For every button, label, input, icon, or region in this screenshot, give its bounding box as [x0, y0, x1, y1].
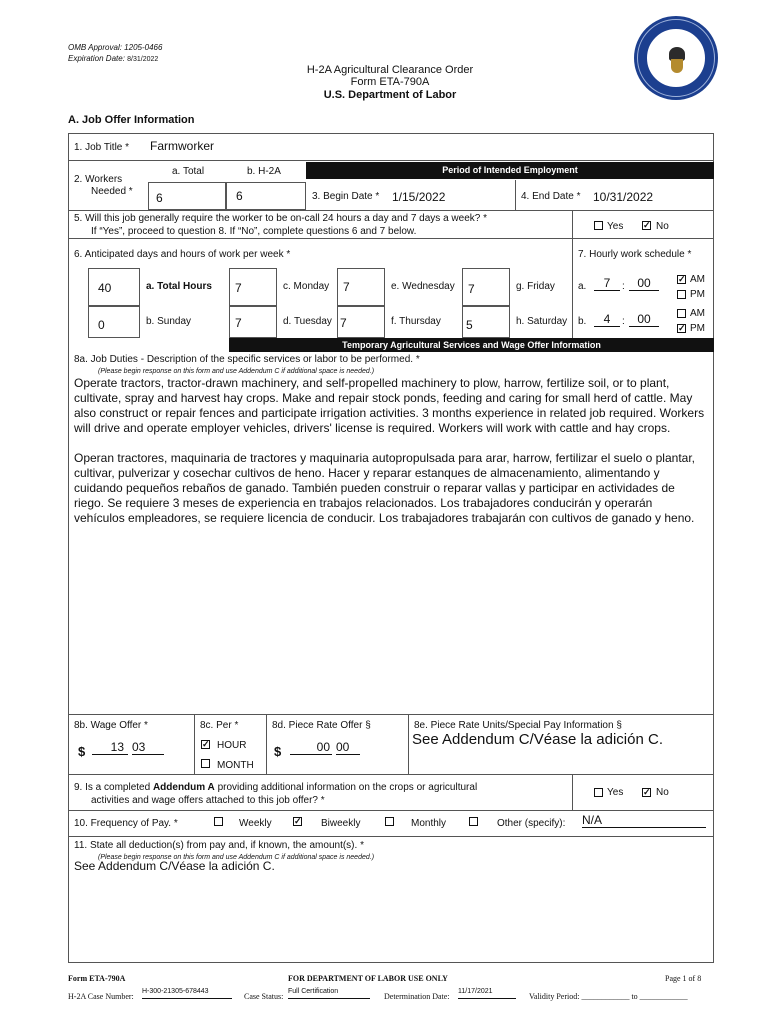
case-number-value: H-300-21305-678443 [142, 986, 232, 999]
q9-post: providing additional information on the crops or agricultural [214, 782, 478, 793]
divider [68, 714, 714, 715]
workers-total-label: a. Total [172, 166, 205, 177]
per-month-checkbox[interactable] [201, 759, 210, 768]
q9-bold: Addendum A [152, 782, 215, 793]
monthly-checkbox[interactable] [385, 817, 394, 826]
other-checkbox[interactable] [469, 817, 478, 826]
schedule-a-label: a. [578, 281, 587, 292]
pay-frequency-label: 10. Frequency of Pay. * [74, 818, 178, 829]
wednesday-label: e. Wednesday [391, 281, 455, 292]
oncall-no-checkbox[interactable]: ✓ [643, 220, 651, 230]
divider [194, 714, 195, 774]
wage-cents[interactable]: 03 [132, 740, 164, 755]
per-label: 8c. Per * [200, 720, 239, 731]
end-date-label: 4. End Date * [521, 191, 581, 202]
piece-cents[interactable]: 00 [336, 740, 360, 755]
expiration-line [68, 53, 162, 65]
omb-block [68, 42, 162, 65]
deductions-value[interactable]: See Addendum C/Véase la adición C. [74, 859, 275, 873]
biweekly-label: Biweekly [321, 818, 361, 829]
divider [68, 810, 714, 811]
spacer [74, 436, 706, 451]
footer-page: Page 1 of 8 [665, 974, 702, 983]
weekly-label: Weekly [239, 818, 272, 829]
b-value-top: 7 [235, 281, 242, 295]
case-status-value: Full Certification [288, 986, 370, 999]
divider [572, 210, 573, 238]
oncall-no-label: No [656, 221, 669, 232]
workers-h2a-label: b. H-2A [247, 166, 281, 177]
sunday-value: 0 [98, 318, 105, 332]
addendum-no-checkbox[interactable]: ✓ [643, 787, 651, 797]
begin-date-value[interactable]: 1/15/2022 [392, 190, 446, 204]
total-hours-value: 40 [98, 281, 112, 295]
per-hour-label: HOUR [217, 740, 247, 751]
other-label: Other (specify): [497, 818, 566, 829]
workers-label-1: 2. Workers [74, 174, 123, 185]
wage-dollars[interactable]: 13 [92, 740, 128, 755]
case-status-label: Case Status: [244, 992, 284, 1001]
oncall-instruction: If “Yes”, proceed to question 8. If “No”, complete questions 6 and 7 below. [91, 226, 417, 237]
divider [515, 180, 516, 210]
job-duties-text[interactable] [74, 376, 706, 526]
wage-dollar-sign: $ [78, 744, 86, 759]
job-title-label: 1. Job Title * [74, 142, 130, 153]
case-number-label: H-2A Case Number: [68, 992, 134, 1001]
expiration-value: 8/31/2022 [127, 56, 159, 63]
begin-date-label: 3. Begin Date * [312, 191, 380, 202]
oncall-yes-checkbox[interactable] [594, 221, 603, 230]
schedule-a-am-checkbox[interactable]: ✓ [678, 274, 686, 284]
footer-form-id: Form ETA-790A [68, 974, 126, 983]
form-title: H-2A Agricultural Clearance Order [306, 64, 474, 76]
divider [68, 210, 714, 211]
addendum-yes-label: Yes [607, 787, 624, 798]
divider [572, 238, 573, 338]
omb-approval: OMB Approval: 1205-0466 [68, 43, 163, 52]
department-name: U.S. Department of Labor [323, 89, 457, 101]
time-separator: : [622, 281, 625, 292]
divider [68, 774, 714, 775]
determination-value: 11/17/2021 [458, 986, 516, 999]
dol-seal-icon [634, 16, 718, 100]
shield-icon [671, 59, 683, 73]
job-duties-note: (Please begin response on this form and use Addendum C if additional space is needed.) [98, 368, 375, 375]
saturday-label: h. Saturday [516, 316, 568, 327]
biweekly-checkbox[interactable]: ✓ [294, 816, 302, 826]
addendum-a-question [74, 782, 477, 794]
schedule-a-pm-checkbox[interactable] [677, 290, 686, 299]
seal-center [646, 28, 706, 88]
monday-label: c. Monday [283, 281, 330, 292]
time-separator: : [622, 316, 625, 327]
am-label: AM [690, 274, 705, 285]
b-value-bottom: 7 [235, 316, 242, 330]
schedule-b-pm-checkbox[interactable]: ✓ [678, 323, 686, 333]
piece-dollars[interactable]: 00 [290, 740, 332, 755]
thursday-value: 5 [466, 318, 473, 332]
wednesday-value: 7 [468, 282, 475, 296]
sunday-box[interactable] [88, 306, 140, 338]
monday-value: 7 [343, 280, 350, 294]
divider [68, 836, 714, 837]
oncall-question: 5. Will this job generally require the worker to be on-call 24 hours a day and 7 days a week? * [74, 213, 488, 224]
deductions-label: 11. State all deduction(s) from pay and, if known, the amount(s). * [74, 840, 364, 851]
section-a-heading: A. Job Offer Information [68, 114, 195, 126]
schedule-a-minute[interactable]: 00 [629, 276, 659, 291]
schedule-b-minute[interactable]: 00 [629, 312, 659, 327]
schedule-a-hour[interactable]: 7 [594, 276, 620, 291]
job-duties-label: 8a. Job Duties - Description of the specific services or labor to be performed. * [74, 354, 420, 365]
am-label: AM [690, 308, 705, 319]
piece-rate-units-label: 8e. Piece Rate Units/Special Pay Information § [414, 720, 622, 731]
q9-pre: 9. Is a completed [74, 782, 153, 793]
wage-offer-label: 8b. Wage Offer * [74, 720, 148, 731]
pm-label: PM [690, 323, 705, 334]
per-month-label: MONTH [217, 760, 254, 771]
oncall-yes-label: Yes [607, 221, 624, 232]
workers-h2a-value: 6 [236, 189, 243, 203]
expiration-label: Expiration Date: [68, 54, 125, 63]
weekly-checkbox[interactable] [214, 817, 223, 826]
divider [68, 160, 714, 161]
tuesday-value: 7 [340, 316, 347, 330]
determination-label: Determination Date: [384, 992, 450, 1001]
workers-total-value: 6 [156, 191, 163, 205]
period-header: Period of Intended Employment [306, 162, 714, 179]
schedule-b-hour[interactable]: 4 [594, 312, 620, 327]
job-duties-english: Operate tractors, tractor-drawn machinery, and self-propelled machinery to plow, harrow, fertilize soil, or to plant, cultivate, spray and harvest hay crops. Make and repair stock ponds, feeding and caring for small herd of cattle. May also construct or repair fences and participate irrigation activities. 3 months experience in related job required. Workers will drive and operate employer vehicles, drivers' license is required. Workers will work with cattle and hay crops. [74, 376, 705, 435]
services-header: Temporary Agricultural Services and Wage Offer Information [229, 338, 714, 352]
end-date-value[interactable]: 10/31/2022 [593, 190, 654, 204]
addendum-a-question-line2: activities and wage offers attached to this job offer? * [91, 795, 325, 806]
piece-dollar-sign: $ [274, 744, 282, 759]
monthly-label: Monthly [411, 818, 447, 829]
divider [408, 714, 409, 774]
divider [68, 238, 714, 239]
validity-period: Validity Period: ____________ to ____________ [529, 992, 688, 1001]
addendum-yes-checkbox[interactable] [594, 788, 603, 797]
schedule-b-am-checkbox[interactable] [677, 309, 686, 318]
days-hours-label: 6. Anticipated days and hours of work per week * [74, 249, 291, 260]
hourly-schedule-label: 7. Hourly work schedule * [578, 249, 692, 260]
thursday-label: f. Thursday [391, 316, 441, 327]
sunday-label: b. Sunday [146, 316, 192, 327]
piece-rate-label: 8d. Piece Rate Offer § [272, 720, 371, 731]
per-hour-checkbox[interactable]: ✓ [202, 739, 210, 749]
pm-label: PM [690, 289, 705, 300]
form-number: Form ETA-790A [350, 76, 430, 88]
piece-rate-units-value[interactable]: See Addendum C/Véase la adición C. [412, 731, 663, 748]
footer-dol-use: FOR DEPARTMENT OF LABOR USE ONLY [288, 974, 448, 983]
tuesday-label: d. Tuesday [283, 316, 332, 327]
workers-label-2: Needed * [91, 186, 133, 197]
total-hours-box[interactable] [88, 268, 140, 306]
addendum-no-label: No [656, 787, 669, 798]
deductions-note: (Please begin response on this form and use Addendum C if additional space is needed.) [98, 854, 375, 861]
other-value[interactable]: N/A [582, 813, 706, 828]
friday-label: g. Friday [516, 281, 555, 292]
divider [266, 714, 267, 774]
job-duties-spanish: Operan tractores, maquinaria de tractores y maquinaria autopropulsada para arar, harrow, fertilizar el suelo o plantar, cultivar, pulverizar y cosechar cultivos de heno. Hacer y reparar estanques de almacenamiento, alimentando y cuidando pequeños rebaños de ganado. También pueden construir o reparar vallas y participar en actividades de riego. Se requiere 3 meses de experiencia en trabajos relacionados. Los trabajadores conducirán y operarán vehículos empleadores, se requiere licencia de conducir. Los trabajadores trabajarán con cultivos de ganado y heno. [74, 451, 695, 525]
job-title-value[interactable]: Farmworker [150, 139, 215, 153]
total-hours-label: a. Total Hours [146, 281, 212, 292]
divider [572, 774, 573, 810]
schedule-b-label: b. [578, 316, 587, 327]
